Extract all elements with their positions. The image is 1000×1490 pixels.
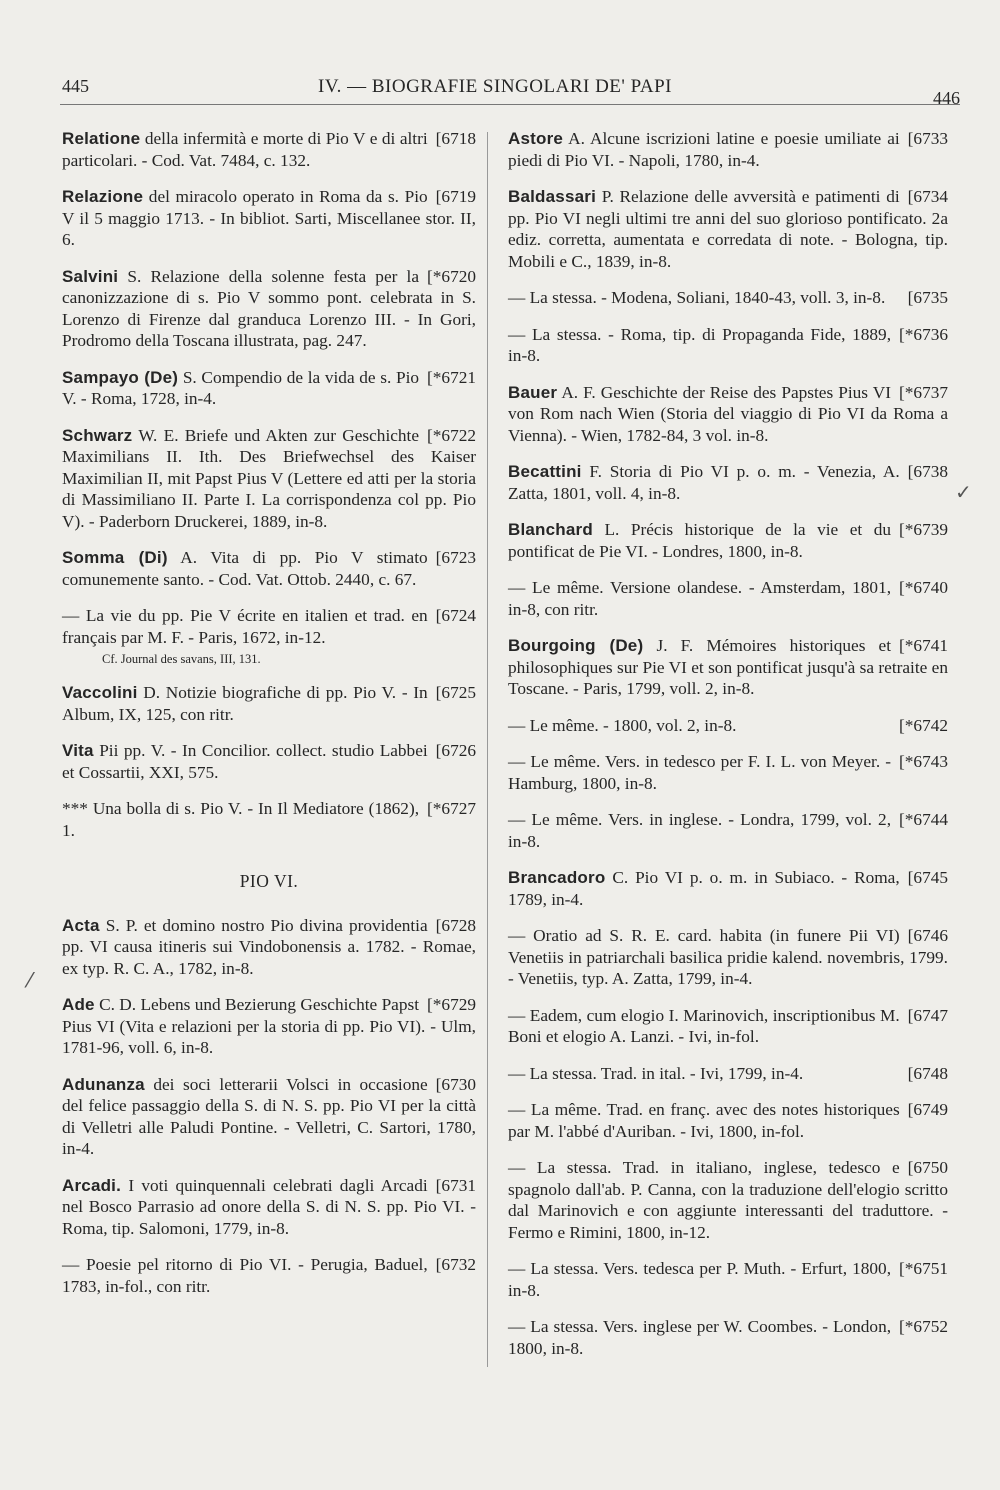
entry-text: S. P. et domino nostro Pio divina providentia pp. VI causa itineris sui Vindobonensis a. 1782. - Romae, ex typ. R. C. A., 1782, in-8. [62, 915, 476, 978]
bibliography-entry [508, 519, 948, 562]
entry-author: Brancadoro [508, 868, 606, 887]
bibliography-entry [508, 635, 948, 700]
entry-text: S. Compendio de la vida de s. Pio V. - Roma, 1728, in-4. [62, 367, 420, 408]
entry-text: — La stessa. Trad. in ital. - Ivi, 1799, in-4. [508, 1063, 804, 1083]
entry-text: — La stessa. Trad. in italiano, inglese, tedesco e spagnolo dall'ab. P. Canna, con la traduzione dell'elogio scritto dal Marinovich e con aggiunte interessanti del traduttore. - Fermo e Rimini, 1800, in-12. [508, 1158, 948, 1242]
entry-number: [*6737 [899, 382, 948, 402]
entry-author: Bauer [508, 382, 558, 402]
bibliography-entry [62, 1175, 476, 1240]
entry-number: [*6720 [427, 266, 476, 286]
entry-text: — Poesie pel ritorno di Pio VI. - Perugia, Baduel, 1783, in-fol., con ritr. [62, 1255, 428, 1296]
bibliography-entry [508, 287, 948, 309]
header-rule [60, 104, 960, 105]
entry-number: [*6736 [899, 324, 948, 344]
entry-number: [*6721 [427, 367, 476, 387]
entry-text: S. Relazione della solenne festa per la canonizzazione di s. Pio V sommo pont. celebrata in S. Lorenzo di Firenze dal granduca Lorenzo III. - In Gori, Prodromo della Toscana illustrata, pag. 247. [62, 266, 476, 350]
entry-author: Becattini [508, 462, 582, 481]
entry-author: Relazione [62, 187, 144, 206]
entry-number: [*6722 [427, 425, 476, 445]
entry-text: L. Précis historique de la vie et du pontificat de Pie VI. - Londres, 1800, in-8. [508, 520, 892, 561]
entry-author: Schwarz [62, 425, 133, 445]
entry-author: Vaccolini [62, 683, 138, 702]
bibliography-entry [62, 798, 476, 841]
bibliography-entry [62, 682, 476, 725]
bibliography-entry [62, 367, 476, 410]
bibliography-entry [62, 128, 476, 171]
entry-number: [6731 [435, 1175, 476, 1195]
entry-number: [6728 [435, 915, 476, 935]
entry-number: [6735 [907, 288, 948, 307]
entry-author: Baldassari [508, 187, 596, 206]
bibliography-entry [62, 915, 476, 980]
entry-number: [*6752 [899, 1317, 948, 1336]
entry-number: [6748 [907, 1063, 948, 1083]
bibliography-entry [508, 1099, 948, 1142]
bibliography-entry [508, 1157, 948, 1243]
entry-author: Somma (Di) [62, 548, 168, 567]
entry-number: [*6742 [899, 715, 948, 735]
entry-author: Astore [508, 129, 564, 148]
entry-text: — Eadem, cum elogio I. Marinovich, inscriptionibus M. Boni et elogio A. Lanzi. - Ivi, in-fol. [508, 1005, 900, 1046]
entry-number: [6746 [907, 926, 948, 945]
entry-number: [6738 [907, 462, 948, 481]
entry-number: [6732 [435, 1255, 476, 1274]
entry-number: [6718 [435, 129, 476, 148]
bibliography-entry [508, 577, 948, 620]
bibliography-entry [508, 1063, 948, 1085]
entry-number: [6724 [435, 606, 476, 625]
entry-text: A. F. Geschichte der Reise des Papstes Pius VI von Rom nach Wien (Storia del viaggio di Pio VI da Roma a Vienna). - Wien, 1782-84, 3 vol. in-8. [508, 382, 948, 445]
entry-text: Cf. Journal des savans, III, 131. [102, 652, 261, 666]
entry-author: Sampayo (De) [62, 367, 179, 387]
entry-number: [6719 [435, 187, 476, 206]
entry-text: — Oratio ad S. R. E. card. habita (in funere Pii VI) Venetiis in patriarchali basilica pridie kalend. novembris, 1799. - Venetiis, typ. A. Zatta, 1799, in-4. [508, 926, 948, 988]
entry-author: Bourgoing (De) [508, 636, 644, 655]
bibliography-entry [508, 1258, 948, 1301]
entry-number: [6730 [435, 1074, 476, 1094]
bibliography-entry [62, 605, 476, 648]
entry-text: — La stessa. - Modena, Soliani, 1840-43, voll. 3, in-8. [508, 288, 886, 307]
entry-author: Adunanza [62, 1074, 145, 1094]
entry-number: [*6744 [899, 810, 948, 829]
bibliography-entry [508, 867, 948, 910]
entry-note [62, 652, 476, 667]
column-divider [487, 132, 488, 1367]
entry-text: W. E. Briefe und Akten zur Geschichte Maximilians II. Ith. Des Briefwechsel des Kaiser Maximilian II, mit Papst Pius V (Lettere ed atti per la storia di Massimiliano II. Parte I. La corrispondenza col pp. Pio V). - Paderborn Druckerei, 1889, in-8. [62, 425, 476, 531]
bibliography-entry [62, 1254, 476, 1297]
bibliography-entry [62, 425, 476, 533]
bibliography-entry [508, 925, 948, 990]
bibliography-entry [62, 266, 476, 352]
bibliography-entry [508, 751, 948, 794]
bibliography-entry [62, 1074, 476, 1160]
entry-text: P. Relazione delle avversità e patimenti di pp. Pio VI negli ultimi tre anni del suo glorioso pontificato. 2a ediz. corretta, aumentata e corredata di note. - Bologna, tip. Mobili e C., 1839, in-8. [508, 187, 948, 271]
entry-author: Salvini [62, 266, 119, 286]
entry-text: dei soci letterarii Volsci in occasione del felice passaggio della S. di N. S. pp. Pio VI per la città di Velletri alle Paludi Pontine. - Velletri, C. Sartori, 1780, in-4. [62, 1074, 476, 1158]
running-title: IV. — BIOGRAFIE SINGOLARI DE' PAPI [318, 76, 673, 97]
bibliography-entry [508, 1005, 948, 1048]
bibliography-entry [508, 715, 948, 737]
entry-text: — La stessa. - Roma, tip. di Propaganda Fide, 1889, in-8. [508, 324, 892, 365]
page-number-right: 446 [933, 88, 960, 108]
entry-text: A. Vita di pp. Pio V stimato comunemente santo. - Cod. Vat. Ottob. 2440, c. 67. [62, 548, 428, 589]
entry-number: [6726 [435, 741, 476, 760]
entry-text: C. D. Lebens und Bezierung Geschichte Papst Pius VI (Vita e relazioni per la storia di pp. Pio VI). - Ulm, 1781-96, voll. 6, in-8. [62, 995, 476, 1057]
entry-number: [6725 [435, 683, 476, 702]
entry-number: [6745 [907, 868, 948, 887]
entry-text: D. Notizie biografiche di pp. Pio V. - In Album, IX, 125, con ritr. [62, 683, 428, 724]
bibliography-entry [508, 186, 948, 272]
entry-number: [6747 [907, 1005, 948, 1025]
bibliography-entry [508, 461, 948, 504]
entry-author: Arcadi. [62, 1175, 122, 1195]
entry-number: [*6743 [899, 752, 948, 771]
entry-text: C. Pio VI p. o. m. in Subiaco. - Roma, 1789, in-4. [508, 868, 900, 909]
entry-text: — Le même. Versione olandese. - Amsterdam, 1801, in-8, con ritr. [508, 578, 892, 619]
entry-text: F. Storia di Pio VI p. o. m. - Venezia, A. Zatta, 1801, voll. 4, in-8. [508, 462, 900, 503]
entry-text: — La même. Trad. en franç. avec des notes historiques par M. l'abbé d'Auriban. - Ivi, 1800, in-fol. [508, 1100, 900, 1141]
entry-text: I voti quinquennali celebrati dagli Arcadi nel Bosco Parrasio ad onore della S. di N. S. pp. Pio VI. - Roma, tip. Salomoni, 1779, in-8. [62, 1175, 476, 1238]
right-column [508, 128, 948, 1374]
entry-number: [*6740 [899, 578, 948, 597]
entry-number: [6723 [435, 548, 476, 567]
bibliography-entry [62, 186, 476, 251]
bibliography-entry [508, 128, 948, 171]
bibliography-entry [508, 1316, 948, 1359]
entry-number: [*6729 [427, 995, 476, 1014]
entry-number: [6733 [907, 129, 948, 148]
entry-text: del miracolo operato in Roma da s. Pio V il 5 maggio 1713. - In bibliot. Sarti, Miscellanee stor. II, 6. [62, 187, 476, 249]
entry-text: Pii pp. V. - In Concilior. collect. studio Labbei et Cossartii, XXI, 575. [62, 741, 428, 782]
entry-number: [6734 [907, 187, 948, 206]
entry-author: Relatione [62, 129, 141, 148]
left-column [62, 128, 476, 1312]
bibliography-entry [62, 740, 476, 783]
entry-author: Ade [62, 995, 95, 1014]
entry-number: [*6741 [899, 636, 948, 655]
entry-text: A. Alcune iscrizioni latine e poesie umiliate ai piedi di Pio VI. - Napoli, 1780, in-4. [508, 129, 900, 170]
entry-number: [*6727 [427, 799, 476, 818]
pencil-tick-mark: ⁄ [28, 968, 32, 992]
bibliography-entry [508, 382, 948, 447]
entry-number: [6750 [907, 1158, 948, 1177]
bibliography-entry [508, 324, 948, 367]
page-number-left: 445 [62, 76, 89, 96]
entry-text: — Le même. Vers. in inglese. - Londra, 1799, vol. 2, in-8. [508, 810, 892, 851]
entry-text: *** Una bolla di s. Pio V. - In Il Mediatore (1862), 1. [62, 799, 420, 840]
entry-text: — La stessa. Vers. inglese per W. Coombes. - London, 1800, in-8. [508, 1317, 892, 1358]
entry-text: — Le même. - 1800, vol. 2, in-8. [508, 715, 737, 735]
entry-author: Acta [62, 915, 100, 935]
entry-number: [6749 [907, 1100, 948, 1119]
bibliography-entry [62, 547, 476, 590]
entry-number: [*6739 [899, 520, 948, 539]
bibliography-entry [508, 809, 948, 852]
pencil-check-mark: ✓ [955, 480, 972, 504]
entry-number: [*6751 [899, 1259, 948, 1278]
bibliography-entry [62, 994, 476, 1059]
entry-text: — La stessa. Vers. tedesca per P. Muth. - Erfurt, 1800, in-8. [508, 1259, 892, 1300]
entry-text: J. F. Mémoires historiques et philosophiques sur Pie VI et son pontificat jusqu'à sa retraite en Toscane. - Paris, 1799, voll. 2, in-8. [508, 636, 948, 698]
entry-text: — Le même. Vers. in tedesco per F. I. L. von Meyer. - Hamburg, 1800, in-8. [508, 752, 892, 793]
entry-author: Blanchard [508, 520, 593, 539]
entry-author: Vita [62, 741, 94, 760]
section-heading: PIO VI. [239, 871, 299, 891]
entry-text: della infermità e morte di Pio V e di altri particolari. - Cod. Vat. 7484, c. 132. [62, 129, 428, 170]
entry-text: — La vie du pp. Pie V écrite en italien et trad. en français par M. F. - Paris, 1672, in-12. [62, 606, 428, 647]
